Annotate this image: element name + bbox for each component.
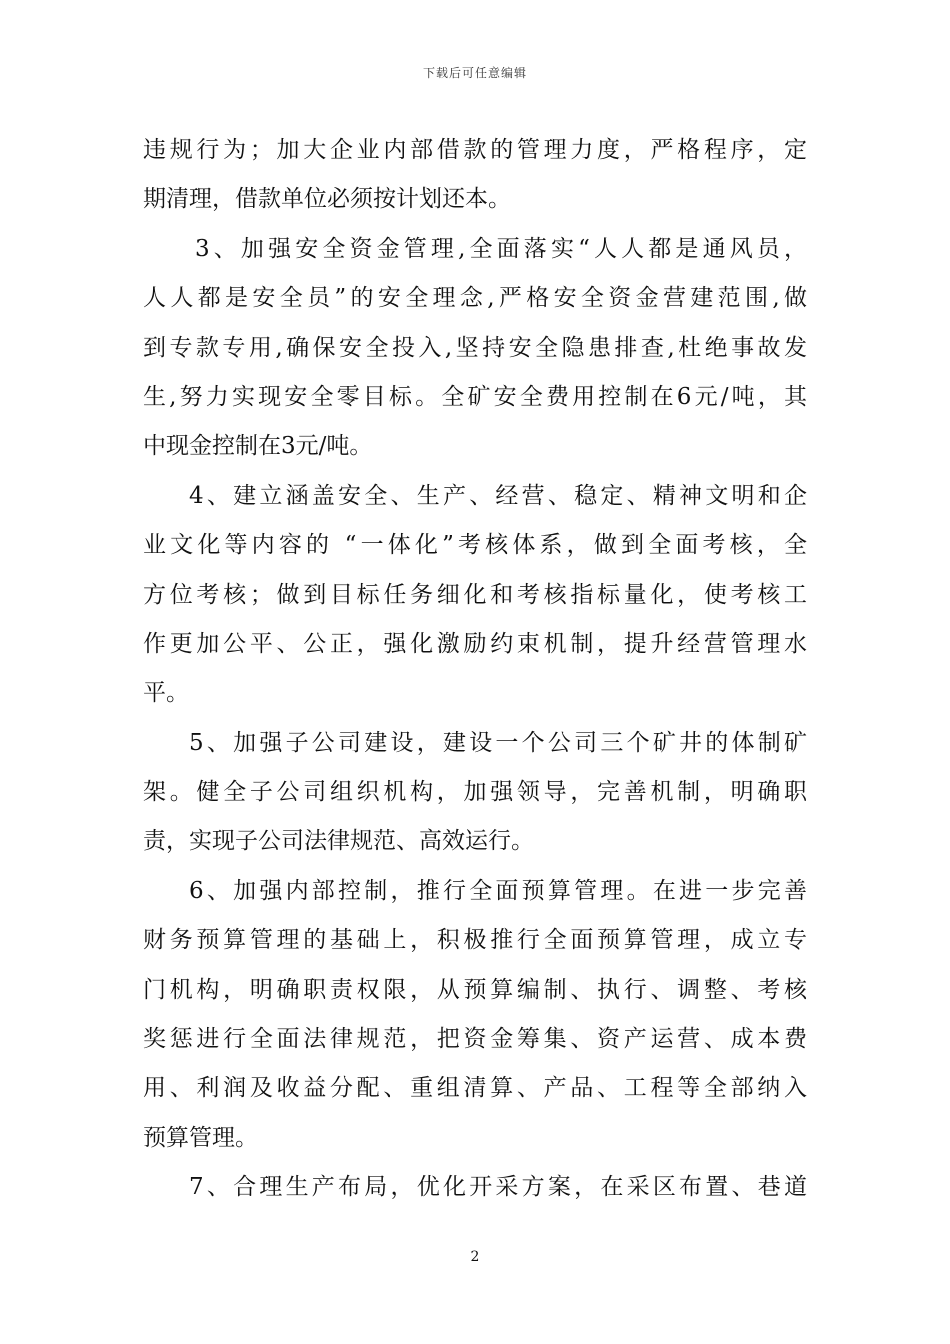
page-number: 2 <box>470 1249 480 1265</box>
text-line: 中现金控制在3元/吨。 <box>143 433 373 460</box>
text-line: 用、利润及收益分配、重组清算、产品、工程等全部纳入 <box>143 1075 807 1102</box>
text-line: 方位考核；做到目标任务细化和考核指标量化，使考核工 <box>143 581 807 608</box>
text-line: 生,努力实现安全零目标。全矿安全费用控制在6元/吨，其 <box>143 383 807 410</box>
text-line: 5、加强子公司建设，建设一个公司三个矿井的体制矿 <box>189 729 807 756</box>
text-line: 期清理，借款单位必须按计划还本。 <box>143 186 511 213</box>
text-line: 4、建立涵盖安全、生产、经营、稳定、精神文明和企 <box>189 482 807 509</box>
document-body <box>143 126 807 1213</box>
page-header: 下载后可任意编辑 <box>422 66 527 80</box>
text-line: 业文化等内容的 “一体化”考核体系，做到全面考核，全 <box>143 532 807 559</box>
text-line: 到专款专用,确保安全投入,坚持安全隐患排查,杜绝事故发 <box>143 334 807 361</box>
text-line: 人人都是安全员”的安全理念,严格安全资金营建范围,做 <box>143 285 807 312</box>
text-line: 预算管理。 <box>143 1124 258 1151</box>
text-line: 作更加公平、公正，强化激励约束机制，提升经营管理水 <box>143 630 807 657</box>
text-line: 奖惩进行全面法律规范，把资金筹集、资产运营、成本费 <box>143 1026 807 1053</box>
text-line: 平。 <box>143 680 189 707</box>
text-line: 3、加强安全资金管理,全面落实“人人都是通风员， <box>195 235 807 262</box>
text-line: 财务预算管理的基础上，积极推行全面预算管理，成立专 <box>143 927 807 954</box>
text-line: 违规行为；加大企业内部借款的管理力度，严格程序，定 <box>143 137 807 163</box>
text-line: 7、合理生产布局，优化开采方案，在采区布置、巷道 <box>189 1174 807 1201</box>
text-line: 架。健全子公司组织机构，加强领导，完善机制，明确职 <box>143 779 807 806</box>
text-line: 责，实现子公司法律规范、高效运行。 <box>143 828 534 855</box>
text-line: 门机构，明确职责权限，从预算编制、执行、调整、考核 <box>143 976 807 1003</box>
text-line: 6、加强内部控制，推行全面预算管理。在进一步完善 <box>189 877 807 904</box>
